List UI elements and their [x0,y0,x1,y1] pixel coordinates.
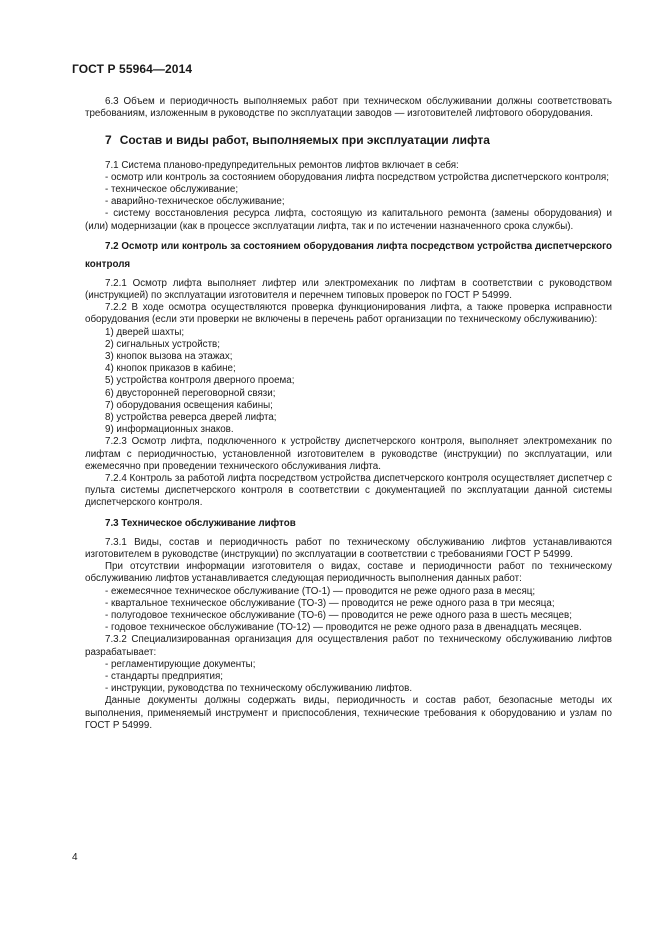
list-item: - инструкции, руководства по техническому обслуживанию лифтов. [105,683,413,695]
list-item: - полугодовое техническое обслуживание (ТО-6) — проводится не реже одного раза в шесть месяцев; [105,609,572,621]
list-item: 9) информационных знаков. [105,424,234,436]
list-item: 1) дверей шахты; [105,326,185,338]
list-item: - регламентирующие документы; [105,658,256,670]
list-item: - квартальное техническое обслуживание (ТО-3) — проводится не реже одного раза в три месяца; [105,597,555,609]
document-body [85,96,612,732]
list-item: 8) устройства реверса дверей лифта; [105,412,277,424]
paragraph-7-3-2: 7.3.2 Специализированная организация для осуществления работ по техническому обслуживанию лифтов разрабатывает: [85,634,612,658]
paragraph-7-2-2: 7.2.2 В ходе осмотра осуществляются проверка функционирования лифта, а также проверка исправности оборудования (если эти проверки не включены в перечень работ организации по техническому обслуживанию): [85,302,612,326]
section-7-number: 7 [105,133,112,148]
paragraph-7-3-1: 7.3.1 Виды, состав и периодичность работ по техническому обслуживанию лифтов устанавливаются изготовителем в руководстве (инструкции) по эксплуатации в соответствии с требованиями ГОСТ Р 54999. [85,536,612,560]
list-item: - годовое техническое обслуживание (ТО-12) — проводится не реже одного раза в двенадцать месяцев. [105,622,582,634]
paragraph-7-3-1-continued: При отсутствии информации изготовителя о видах, составе и периодичности работ по техническому обслуживанию лифтов устанавливается следующая периодичность выполнения данных работ: [85,561,612,585]
paragraph-7-3-2-continued: Данные документы должны содержать виды, периодичность и состав работ, безопасные методы их выполнения, применяемый инструмент и приспособления, технические требования к оборудованию и узлам по ГОСТ Р 54999. [85,695,612,731]
paragraph-7-2-4: 7.2.4 Контроль за работой лифта посредством устройства диспетчерского контроля осуществляет диспетчер с пульта системы диспетчерского контроля в соответствии с документацией по эксплуатации данной системы диспетчерского контроля. [85,473,612,509]
paragraph-7-1: 7.1 Система планово-предупредительных ремонтов лифтов включает в себя: [105,159,459,171]
subsection-7-3-heading: 7.3 Техническое обслуживание лифтов [105,517,296,529]
paragraph-7-2-3: 7.2.3 Осмотр лифта, подключенного к устройству диспетчерского контроля, выполняет электромеханик по лифтам с периодичностью, установленной изготовителем в руководстве (инструкции) по эксплуатации, или ежемесячно при проведении технического обслуживания лифта. [85,436,612,472]
list-item: 6) двусторонней переговорной связи; [105,387,276,399]
list-item: - техническое обслуживание; [105,184,239,196]
section-7-heading [105,134,612,146]
list-item: - ежемесячное техническое обслуживание (ТО-1) — проводится не реже одного раза в месяц; [105,585,536,597]
subsection-7-2-heading: 7.2 Осмотр или контроль за состоянием оборудования лифта посредством устройства диспетчерского контроля [85,240,612,270]
page-number: 4 [72,852,78,863]
list-item: 5) устройства контроля дверного проема; [105,375,295,387]
paragraph-6-3: 6.3 Объем и периодичность выполняемых работ при техническом обслуживании должны соответствовать требованиям, изложенным в руководстве по эксплуатации заводов — изготовителей лифтового оборудования. [85,96,612,120]
list-item: - осмотр или контроль за состоянием оборудования лифта посредством устройства диспетчерского контроля; [105,171,609,183]
document-header: ГОСТ Р 55964—2014 [72,62,193,76]
list-item: 3) кнопок вызова на этажах; [105,351,233,363]
list-item: - аварийно-техническое обслуживание; [105,196,285,208]
section-7-title: Состав и виды работ, выполняемых при эксплуатации лифта [119,133,490,148]
list-item: - систему восстановления ресурса лифта, состоящую из капитального ремонта (замены оборудования) и (или) модернизации (как в процессе эксплуатации лифта, так и по истечении назначенного срока службы). [85,208,612,232]
list-item: 4) кнопок приказов в кабине; [105,363,236,375]
list-item: - стандарты предприятия; [105,670,223,682]
list-item: 7) оборудования освещения кабины; [105,399,273,411]
list-item: 2) сигнальных устройств; [105,338,220,350]
paragraph-7-2-1: 7.2.1 Осмотр лифта выполняет лифтер или электромеханик по лифтам в соответствии с руководством (инструкцией) по эксплуатации изготовителя и перечнем типовых проверок по ГОСТ Р 54999. [85,277,612,302]
